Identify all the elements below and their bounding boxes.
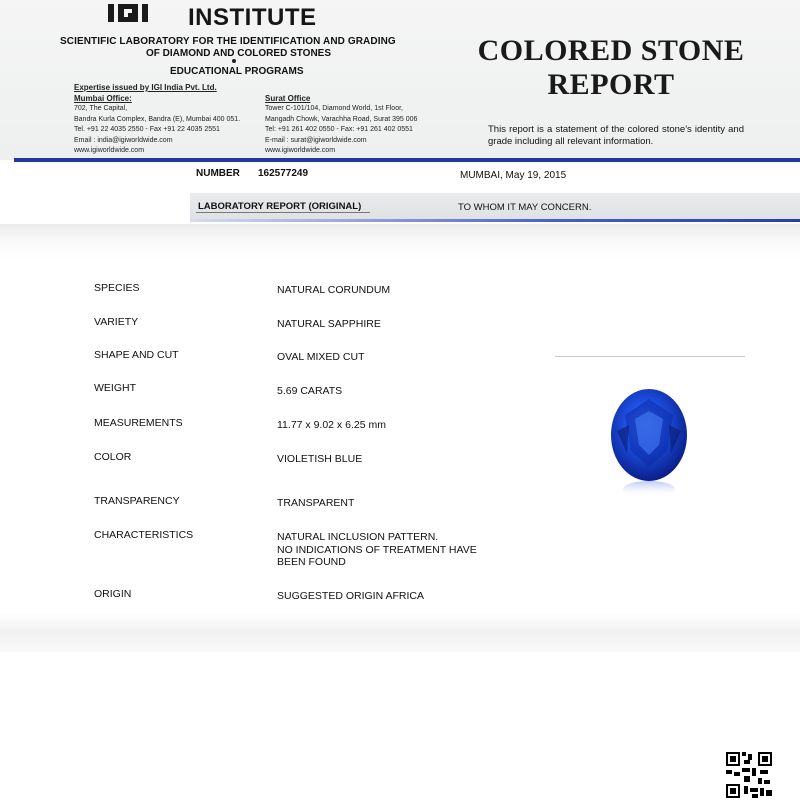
institute-subtitle-1: SCIENTIFIC LABORATORY FOR THE IDENTIFICATION AND GRADING (60, 36, 396, 47)
shape-value: OVAL MIXED CUT (277, 351, 365, 363)
mumbai-website: www.igiworldwide.com (74, 147, 145, 154)
location-date: MUMBAI, May 19, 2015 (460, 170, 567, 181)
surat-website: www.igiworldwide.com (265, 147, 336, 154)
mumbai-phone: Tel. +91 22 4035 2550 - Fax +91 22 4035 2551 (74, 126, 220, 133)
surat-address-1: Tower C-101/104, Diamond World, 1st Floor, (265, 105, 403, 112)
origin-value: SUGGESTED ORIGIN AFRICA (277, 590, 425, 602)
institute-title: INSTITUTE (188, 4, 317, 31)
mumbai-email: Email : india@igiworldwide.com (74, 136, 173, 144)
species-value: NATURAL CORUNDUM (277, 284, 391, 296)
color-value: VIOLETISH BLUE (277, 453, 363, 465)
sapphire-gem-icon (555, 355, 745, 515)
surat-phone: Tel: +91 261 402 0550 - Fax: +91 261 402 0551 (265, 126, 413, 133)
separator-dot (232, 59, 236, 63)
characteristics-label: CHARACTERISTICS (94, 529, 194, 541)
report-title-line-1: COLORED STONE (477, 34, 745, 67)
lab-report-underline (196, 212, 370, 213)
mumbai-address-1: 702, The Capital, (74, 105, 128, 112)
weight-label: WEIGHT (94, 382, 136, 394)
characteristics-value (277, 531, 477, 569)
report-title (450, 34, 772, 102)
mumbai-office-block (74, 83, 254, 157)
lab-report-label: LABORATORY REPORT (ORIGINAL) (198, 201, 362, 212)
characteristics-line-2: NO INDICATIONS OF TREATMENT HAVE (277, 543, 477, 556)
transparency-value: TRANSPARENT (277, 497, 355, 509)
surat-office-block (265, 83, 445, 157)
igi-logo-icon (108, 2, 152, 24)
mumbai-address-2: Bandra Kurla Complex, Bandra (E), Mumbai 400 051. (74, 115, 241, 123)
scan-fold-shadow-top (0, 224, 800, 260)
institute-subtitle-2: OF DIAMOND AND COLORED STONES (146, 48, 332, 59)
measurements-value: 11.77 x 9.02 x 6.25 mm (277, 419, 386, 431)
institute-subtitle-3: EDUCATIONAL PROGRAMS (170, 66, 304, 77)
qr-code-icon (726, 752, 772, 798)
weight-value: 5.69 CARATS (277, 385, 343, 397)
variety-value: NATURAL SAPPHIRE (277, 318, 381, 330)
scan-fold-shadow-bottom (0, 612, 800, 652)
characteristics-line-1: NATURAL INCLUSION PATTERN. (277, 531, 439, 543)
header-divider (14, 158, 800, 162)
report-description: This report is a statement of the colored stone's identity and grade including all relevant information. (488, 124, 744, 147)
report-number: 162577249 (258, 168, 309, 179)
lab-band-divider (190, 219, 800, 222)
measurements-label: MEASUREMENTS (94, 417, 183, 429)
surat-office-heading: Surat Office (265, 93, 311, 103)
variety-label: VARIETY (94, 316, 139, 328)
surat-address-2: Mangadh Chowk, Varachha Road, Surat 395 006 (265, 115, 418, 123)
surat-email: E-mail : surat@igiworldwide.com (265, 136, 367, 144)
color-label: COLOR (94, 451, 132, 463)
to-whom-concern: TO WHOM IT MAY CONCERN. (458, 202, 592, 213)
report-title-line-2: REPORT (547, 68, 675, 101)
shape-label: SHAPE AND CUT (94, 349, 179, 361)
report-header (0, 0, 800, 160)
mumbai-office-heading: Mumbai Office: (74, 93, 132, 103)
number-label: NUMBER (196, 168, 240, 179)
species-label: SPECIES (94, 282, 140, 294)
characteristics-line-3: BEEN FOUND (277, 556, 346, 568)
origin-label: ORIGIN (94, 588, 132, 600)
expertise-line: Expertise issued by IGI India Pvt. Ltd. (74, 83, 217, 92)
transparency-label: TRANSPARENCY (94, 495, 180, 507)
